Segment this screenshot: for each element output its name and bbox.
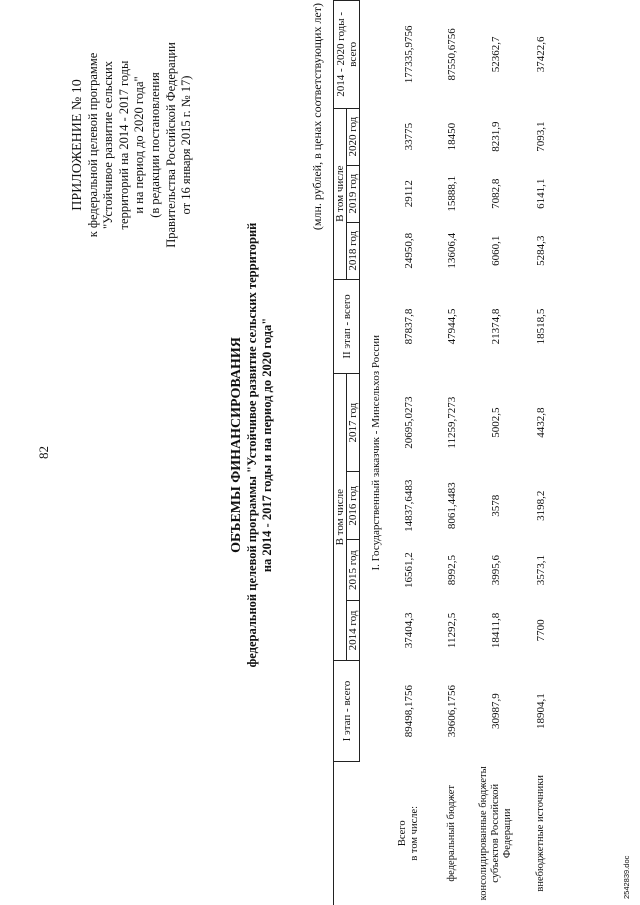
row-label-main: Всего [396,820,408,847]
appendix-line: к федеральной целевой программе [85,52,100,238]
header-label-cell [334,762,360,905]
header-in-total-stage2: В том числе [334,108,347,279]
table-cell: 3573,1 [534,555,547,586]
units-note: (млн. рублей, в ценах соответствующих лет) [310,3,324,231]
table-cell: 7093,1 [534,121,547,152]
subtitle-line: федеральной целевой программы "Устойчивое развитие сельских территорий [245,222,259,668]
page-number: 82 [36,446,51,459]
table-cell: 18518,5 [534,308,547,345]
header-stage1-total: I этап - всего [334,661,360,762]
appendix-line: от 16 января 2015 г. № 17) [179,75,194,215]
financing-table [333,0,557,905]
header-year: 2019 год [347,165,360,222]
header-in-total-stage1: В том числе [334,374,347,661]
header-year: 2014 год [347,600,360,660]
table-cell: 177335,9756 [402,25,415,84]
table-cell: 47944,5 [445,308,458,345]
table-cell: 18904,1 [534,693,547,729]
table-cell: 18450 [445,122,458,151]
table-cell: 3995,6 [490,555,502,586]
table-cell: 11259,7273 [445,396,458,449]
appendix-title: ПРИЛОЖЕНИЕ № 10 [70,79,85,211]
table-cell: 7700 [534,619,547,642]
table-cell: 24950,8 [402,232,415,269]
table-cell: 29112 [402,180,415,208]
table-row [524,1,557,905]
table-cell: 3198,2 [534,490,547,521]
table-cell: 13606,4 [445,232,458,269]
table-cell: 8231,9 [490,121,502,152]
table-cell: 5284,3 [534,235,547,266]
document-subtitle [245,185,274,705]
table-cell: 20695,0273 [402,396,415,449]
table-cell: 33775 [402,122,415,151]
appendix-line: и на период до 2020 года" [132,76,147,214]
appendix-line: (в редакции постановления [147,72,162,218]
header-year: 2015 год [347,540,360,600]
table-cell: 37422,6 [534,36,547,73]
table-cell: 52362,7 [490,36,502,73]
table-cell: 18411,8 [490,612,502,649]
table-cell: 87837,8 [402,308,415,345]
table-row [478,1,514,905]
table-row [392,1,425,905]
table-cell: 89498,1756 [402,684,415,738]
table-cell: 5002,5 [490,407,502,438]
table-cell: 6141,1 [534,178,547,209]
table-cell: 8992,5 [445,555,458,586]
table-cell: 15888,1 [445,175,458,212]
header-stage2-total: II этап - всего [334,279,360,374]
table-cell: 4432,8 [534,407,547,438]
table-cell: 14837,6483 [402,479,415,532]
row-label: консолидированные бюджеты субъектов Российской Федерации [478,766,513,901]
section-row [360,1,393,905]
section-title: I. Государственный заказчик - Минсельхоз России [370,335,382,571]
table-cell: 30987,9 [490,693,502,729]
row-label: внебюджетные источники [534,775,546,892]
table-cell: 21374,8 [490,308,502,345]
subtitle-line: на 2014 - 2017 годы и на период до 2020 года" [259,317,274,573]
appendix-line: территорий на 2014 - 2017 годы [116,60,131,230]
header-year: 2018 год [347,222,360,279]
table-cell: 8061,4483 [445,482,458,530]
row-label: федеральный бюджет [445,784,457,882]
table-cell: 16561,2 [402,552,415,588]
header-year: 2016 год [347,472,360,540]
appendix-line: Правительства Российской Федерации [163,42,178,248]
table-cell: 39606,1756 [445,684,458,738]
header-row [334,1,347,905]
appendix-line: "Устойчивое развитие сельских [101,61,116,230]
table-cell: 11292,5 [445,612,458,649]
header-year: 2017 год [347,374,360,472]
header-total-all: 2014 - 2020 годы - всего [334,1,360,109]
title-block [228,185,274,705]
table-cell: 6060,1 [490,235,502,266]
table-row [435,1,468,905]
table-cell: 7082,8 [490,178,502,209]
row-label [392,762,425,905]
table-cell: 87550,6756 [445,28,458,81]
table-cell: 37404,3 [402,612,415,649]
header-year: 2020 год [347,108,360,165]
appendix-heading [70,0,195,290]
table-cell: 3578 [490,494,502,517]
document-title: ОБЪЕМЫ ФИНАНСИРОВАНИЯ [229,337,244,553]
row-label-sub: в том числе: [408,805,420,861]
footer-filename: 2542839.doc [622,855,631,899]
